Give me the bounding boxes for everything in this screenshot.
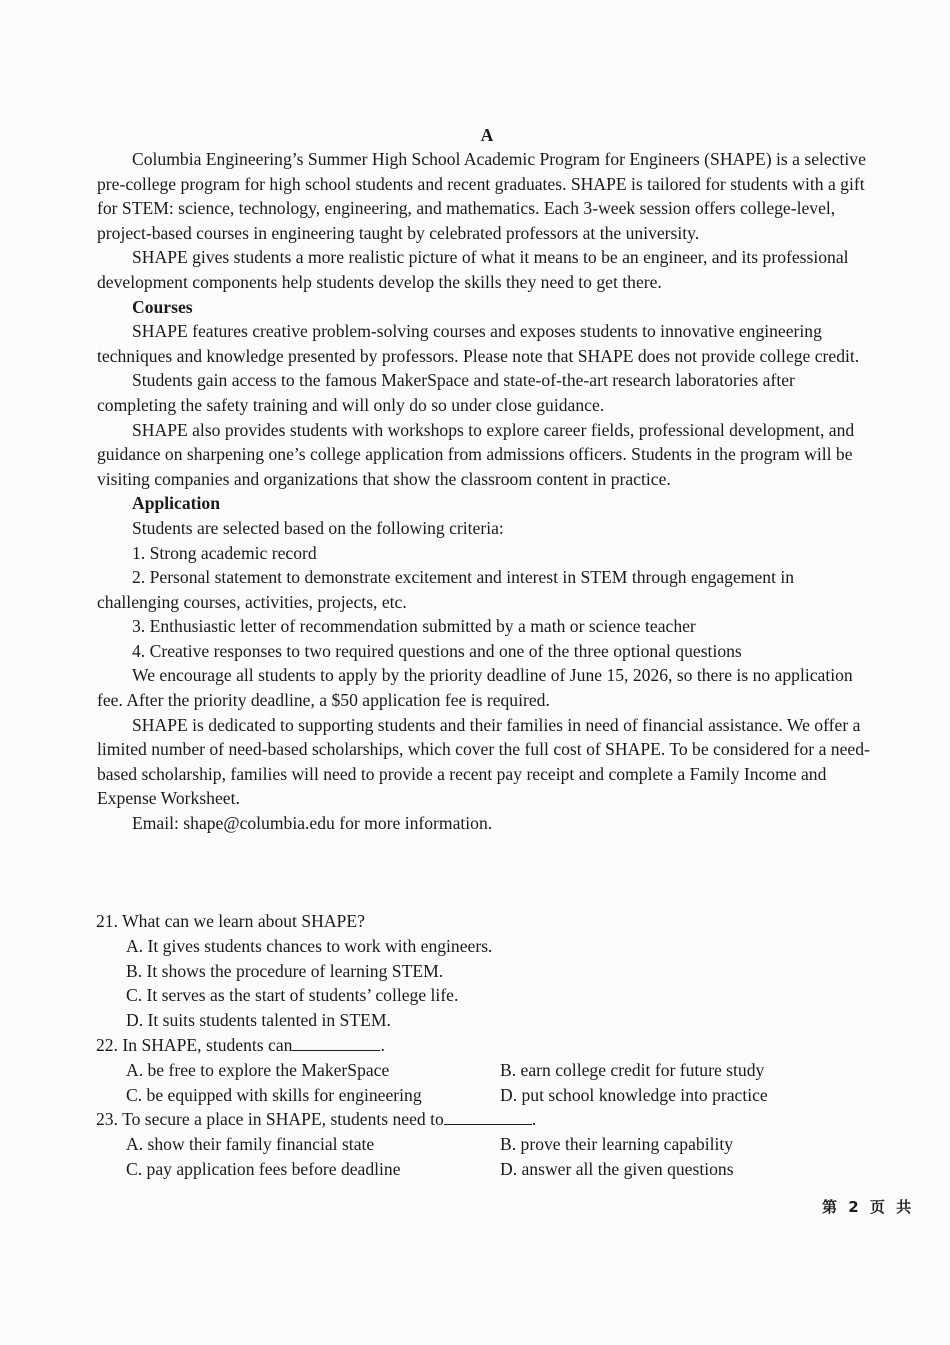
courses-paragraph-2: Students gain access to the famous MakerSpace and state-of-the-art research laboratories after completing the safety training and will only do so under close guidance.	[97, 370, 795, 415]
courses-paragraph-3: SHAPE also provides students with workshops to explore career fields, professional development, and guidance on sharpening one’s college application from admissions officers. Students in the program will be visiting companies and organizations that show the classroom content in practice.	[97, 419, 855, 489]
scholarship-paragraph: SHAPE is dedicated to supporting students and their families in need of financial assistance. We offer a limited number of need-based scholarships, which cover the full cost of SHAPE. To be considered for a need-based scholarship, families will need to provide a recent pay receipt and complete a Family Income and Expense Worksheet.	[97, 714, 870, 809]
q22-option-c: C. be equipped with skills for engineering	[126, 1084, 422, 1105]
q21-option-a: A. It gives students chances to work with engineers.	[126, 935, 493, 956]
courses-paragraph-1: SHAPE features creative problem-solving courses and exposes students to innovative engineering techniques and knowledge presented by professors. Please note that SHAPE does not provide college credit.	[97, 321, 860, 366]
intro-paragraph-2: SHAPE gives students a more realistic picture of what it means to be an engineer, and its professional development components help students develop the skills they need to get there.	[97, 247, 849, 292]
criterion-1: 1. Strong academic record	[132, 542, 317, 563]
q23-end: .	[531, 1109, 537, 1130]
q22-option-d: D. put school knowledge into practice	[500, 1084, 768, 1105]
page-number-footer: 第 2 页 共	[822, 1198, 915, 1216]
q23-options-row-1	[96, 1132, 886, 1157]
q23-option-c: C. pay application fees before deadline	[126, 1158, 401, 1179]
q22-option-b: B. earn college credit for future study	[500, 1059, 765, 1080]
deadline-paragraph: We encourage all students to apply by the priority deadline of June 15, 2026, so there is no application fee. After the priority deadline, a $50 application fee is required.	[97, 665, 853, 711]
q23-option-d: D. answer all the given questions	[500, 1158, 734, 1179]
q23-option-b: B. prove their learning capability	[500, 1134, 734, 1155]
criterion-2: 2. Personal statement to demonstrate excitement and interest in STEM through engagement in challenging courses, activities, projects, etc.	[97, 567, 795, 612]
q21-option-c: C. It serves as the start of students’ college life.	[126, 985, 459, 1006]
contact-email: Email: shape@columbia.edu for more information.	[132, 813, 493, 834]
criterion-4: 4. Creative responses to two required questions and one of the three optional questions	[132, 640, 742, 661]
q23-option-a: A. show their family financial state	[126, 1134, 375, 1155]
passage-title: A	[480, 125, 494, 145]
criteria-intro: Students are selected based on the following criteria:	[132, 517, 504, 538]
answer-blank	[292, 1035, 380, 1051]
courses-heading: Courses	[132, 296, 193, 317]
criterion-3: 3. Enthusiastic letter of recommendation submitted by a math or science teacher	[132, 616, 696, 637]
question-section	[96, 909, 886, 1182]
question-22	[96, 1033, 886, 1058]
reading-passage	[97, 123, 877, 836]
q22-option-a: A. be free to explore the MakerSpace	[126, 1059, 390, 1080]
q23-stem: 23. To secure a place in SHAPE, students need to	[96, 1109, 444, 1130]
question-23	[96, 1107, 886, 1132]
answer-blank	[444, 1109, 532, 1125]
q21-option-d: D. It suits students talented in STEM.	[126, 1010, 391, 1031]
q22-options-row-1	[96, 1058, 886, 1083]
q22-options-row-2	[96, 1083, 886, 1108]
q22-stem: 22. In SHAPE, students can	[96, 1034, 293, 1055]
application-heading: Application	[132, 493, 220, 514]
q23-options-row-2	[96, 1157, 886, 1182]
q22-end: .	[380, 1034, 385, 1055]
question-21: 21. What can we learn about SHAPE?	[96, 911, 365, 931]
q21-option-b: B. It shows the procedure of learning STEM.	[126, 960, 444, 981]
intro-paragraph-1: Columbia Engineering’s Summer High School Academic Program for Engineers (SHAPE) is a selective pre-college program for high school students and recent graduates. SHAPE is tailored for students with a gift for STEM: science, technology, engineering, and mathematics. Each 3-week session offers college-level, project-based courses in engineering taught by celebrated professors at the university.	[97, 149, 866, 243]
